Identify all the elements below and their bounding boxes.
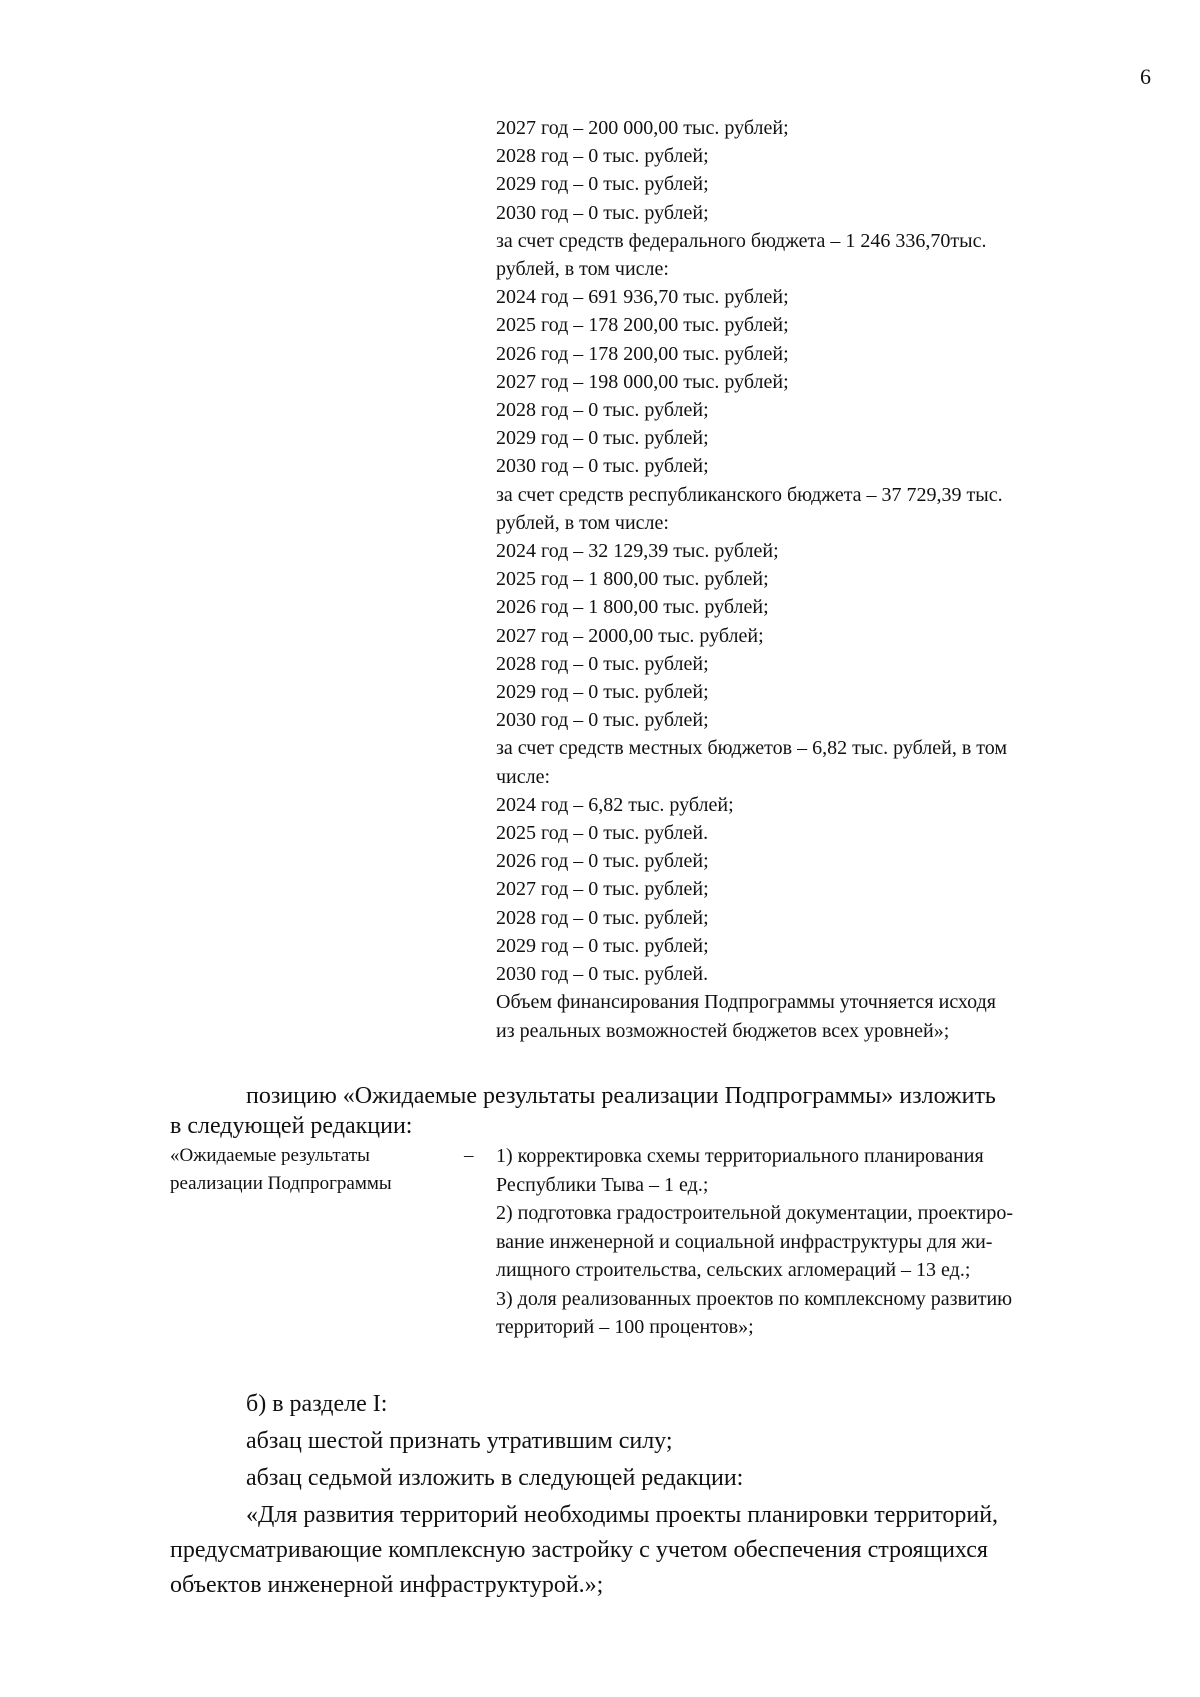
quoted-paragraph	[170, 1498, 1150, 1603]
results-dash: –	[464, 1145, 474, 1166]
list-item: за счет средств республиканского бюджета – 37 729,39 тыс.	[496, 483, 1003, 506]
list-item: из реальных возможностей бюджетов всех уровней»;	[496, 1019, 950, 1042]
list-item: 2030 год – 0 тыс. рублей;	[496, 709, 709, 732]
section-item: абзац седьмой изложить в следующей редакции:	[246, 1465, 744, 1491]
position-paragraph	[170, 1081, 1150, 1141]
list-item: 2027 год – 2000,00 тыс. рублей;	[496, 624, 764, 647]
list-item: 2029 год – 0 тыс. рублей;	[496, 681, 709, 704]
list-item: числе:	[496, 765, 551, 788]
list-item: 2030 год – 0 тыс. рублей;	[496, 455, 709, 478]
financing-list	[496, 114, 1136, 1045]
quote-line: предусматривающие комплексную застройку с учетом обеспечения строящихся	[170, 1537, 988, 1563]
section-amendments	[170, 1386, 1150, 1603]
list-item: 2027 год – 200 000,00 тыс. рублей;	[496, 117, 789, 139]
list-item: 2028 год – 0 тыс. рублей;	[496, 906, 709, 929]
list-item: 2028 год – 0 тыс. рублей;	[496, 399, 709, 422]
list-item: 2030 год – 0 тыс. рублей;	[496, 201, 709, 224]
list-item: 2026 год – 1 800,00 тыс. рублей;	[496, 596, 769, 619]
list-item: вание инженерной и социальной инфраструктуры для жи-	[496, 1230, 993, 1253]
list-item: 2029 год – 0 тыс. рублей;	[496, 427, 709, 450]
list-item: за счет средств федерального бюджета – 1 246 336,70тыс.	[496, 229, 987, 252]
list-item: 2024 год – 32 129,39 тыс. рублей;	[496, 540, 779, 563]
list-item: рублей, в том числе:	[496, 511, 669, 534]
results-label-line: реализации Подпрограммы	[170, 1173, 392, 1194]
quote-line: объектов инженерной инфраструктурой.»;	[170, 1572, 604, 1598]
list-item: 2029 год – 0 тыс. рублей;	[496, 173, 709, 196]
list-item: за счет средств местных бюджетов – 6,82 тыс. рублей, в том	[496, 737, 1008, 760]
list-item: 2025 год – 178 200,00 тыс. рублей;	[496, 314, 789, 337]
list-item: 2028 год – 0 тыс. рублей;	[496, 145, 709, 168]
position-paragraph-line: позицию «Ожидаемые результаты реализации Подпрограммы» изложить	[246, 1083, 996, 1109]
position-paragraph-line: в следующей редакции:	[170, 1113, 413, 1139]
list-item: 2025 год – 0 тыс. рублей.	[496, 822, 709, 845]
list-item: рублей, в том числе:	[496, 258, 669, 281]
list-item: Республики Тыва – 1 ед.;	[496, 1173, 709, 1196]
list-item: 2025 год – 1 800,00 тыс. рублей;	[496, 568, 769, 591]
list-item: 2) подготовка градостроительной документации, проектиро-	[496, 1202, 1013, 1224]
list-item: лищного строительства, сельских агломераций – 13 ед.;	[496, 1259, 971, 1281]
quote-line: «Для развития территорий необходимы проекты планировки территорий,	[246, 1502, 999, 1528]
results-label-line: «Ожидаемые результаты	[170, 1145, 370, 1166]
list-item: 2027 год – 0 тыс. рублей;	[496, 878, 709, 901]
list-item: 2030 год – 0 тыс. рублей.	[496, 963, 709, 986]
list-item: 2027 год – 198 000,00 тыс. рублей;	[496, 370, 789, 393]
list-item: территорий – 100 процентов»;	[496, 1316, 754, 1338]
results-list	[496, 1142, 1156, 1342]
results-label	[170, 1142, 470, 1198]
page-number: 6	[1140, 64, 1151, 89]
list-item: 2026 год – 0 тыс. рублей;	[496, 850, 709, 873]
list-item: 2024 год – 6,82 тыс. рублей;	[496, 793, 734, 816]
list-item: 1) корректировка схемы территориального планирования	[496, 1145, 984, 1167]
section-heading: б) в разделе I:	[246, 1391, 388, 1417]
list-item: 3) доля реализованных проектов по комплексному развитию	[496, 1287, 1013, 1310]
list-item: 2024 год – 691 936,70 тыс. рублей;	[496, 286, 789, 309]
list-item: Объем финансирования Подпрограммы уточняется исходя	[496, 991, 996, 1014]
section-item: абзац шестой признать утратившим силу;	[246, 1428, 673, 1454]
list-item: 2026 год – 178 200,00 тыс. рублей;	[496, 342, 789, 365]
list-item: 2028 год – 0 тыс. рублей;	[496, 652, 709, 675]
list-item: 2029 год – 0 тыс. рублей;	[496, 934, 709, 957]
